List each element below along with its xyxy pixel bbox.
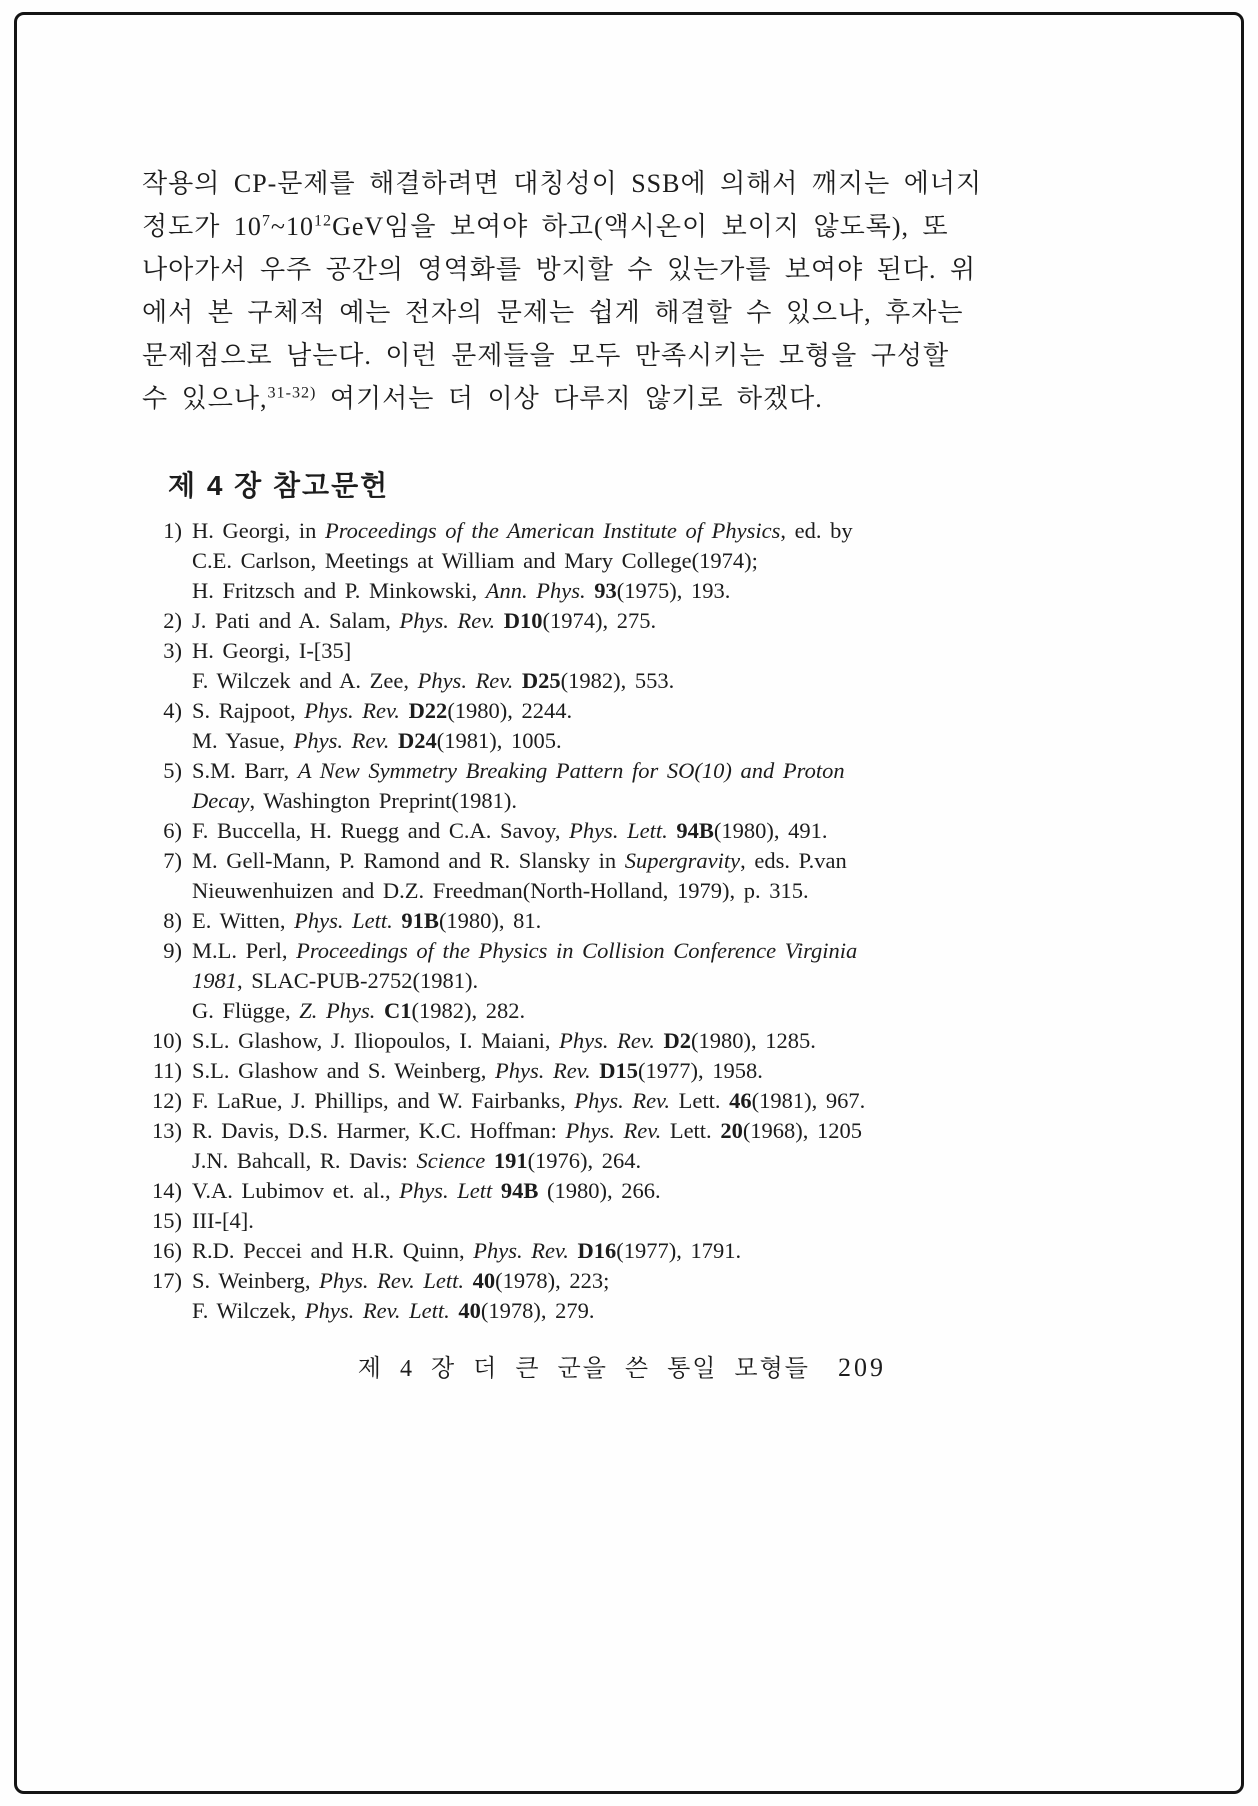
text-line [142,205,949,248]
text-segment: F. Wilczek, [192,1298,305,1323]
text-line [192,546,914,576]
text-segment: S.M. Barr, [192,758,298,783]
text-segment: (1982), 282. [411,998,526,1023]
reference-text [192,606,914,636]
text-segment: H. Fritzsch and P. Minkowski, [192,578,486,603]
text-segment: F. Buccella, H. Ruegg and C.A. Savoy, [192,818,570,843]
text-segment: (1981), 1005. [436,728,562,753]
reference-text [192,846,914,906]
text-segment: Phys. Rev. [304,698,400,723]
reference-text [192,696,914,756]
references-heading: 제 4 장 참고문헌 [168,470,390,501]
body-paragraph [142,162,983,420]
reference-item [142,846,914,906]
text-segment: 91B [401,908,439,933]
text-segment: , ed. by [780,518,853,543]
text-segment [569,1238,578,1263]
reference-number: 8) [163,908,182,933]
reference-item [142,1086,914,1116]
reference-number: 10) [152,1028,182,1053]
text-segment: Ann. Phys. [485,578,586,603]
reference-number: 12) [152,1088,182,1113]
text-segment: H. Georgi, in [192,518,325,543]
text-segment: Phys. Rev. Lett. [304,1298,450,1323]
text-segment: (1975), 193. [616,578,731,603]
text-segment: 여기서는 더 이상 다루지 않기로 하겠다. [316,384,823,413]
reference-text [192,936,914,1026]
text-segment: V.A. Lubimov et. al., [192,1178,400,1203]
reference-number: 1) [163,518,182,543]
reference-item [142,606,914,636]
text-segment: S.L. Glashow, J. Iliopoulos, I. Maiani, [192,1028,560,1053]
text-segment: 20 [720,1118,743,1143]
reference-item [142,1116,914,1176]
text-segment: M.L. Perl, [192,938,297,963]
reference-item [142,1236,914,1266]
text-segment: , SLAC-PUB-2752(1981). [237,968,479,993]
text-segment: (1981), 967. [751,1088,866,1113]
reference-text [192,1236,914,1266]
text-segment: D24 [397,728,437,753]
reference-item [142,906,914,936]
reference-number: 3) [163,638,182,663]
text-segment: 93 [594,578,617,603]
text-line [192,1296,914,1326]
reference-item [142,1056,914,1086]
text-line [192,666,914,696]
text-segment: Decay [192,788,250,813]
text-segment [492,1178,501,1203]
text-segment: (1980), 1285. [690,1028,816,1053]
text-line [192,1056,914,1086]
text-segment: 94B [500,1178,539,1203]
page-number: 209 [838,1353,886,1382]
reference-item [142,636,914,696]
footer-running-title: 제 4 장 더 큰 군을 쓴 통일 모형들 [357,1356,810,1382]
text-segment [464,1268,473,1293]
text-line [192,816,914,846]
reference-item [142,1266,914,1326]
reference-number: 11) [152,1058,182,1083]
text-segment: (1976), 264. [527,1148,642,1173]
text-line [142,162,983,205]
text-segment: S. Rajpoot, [192,698,305,723]
reference-text [192,1026,914,1056]
reference-number: 4) [163,698,182,723]
text-segment: 에서 본 구체적 예는 전자의 문제는 쉽게 해결할 수 있으나, 후자는 [142,298,964,327]
text-segment: 수 있으나, [142,384,268,413]
text-line [142,291,964,334]
reference-item [142,816,914,846]
reference-item [142,1206,914,1236]
text-segment: F. LaRue, J. Phillips, and W. Fairbanks, [192,1088,575,1113]
text-line [192,1236,914,1266]
text-line [192,636,914,666]
reference-item [142,756,914,816]
reference-number: 2) [163,608,182,633]
text-line [192,876,914,906]
text-segment: (1980), 2244. [447,698,573,723]
text-segment: 문제점으로 남는다. 이런 문제들을 모두 만족시키는 모형을 구성할 [142,341,950,370]
reference-number: 9) [163,938,182,963]
reference-text [192,1116,914,1176]
text-line [142,248,977,291]
text-segment [375,998,384,1023]
text-segment: J.N. Bahcall, R. Davis: [192,1148,417,1173]
text-line [142,377,914,420]
text-segment: Phys. Lett [399,1178,493,1203]
text-line [192,906,914,936]
text-segment: (1980), 266. [538,1178,661,1203]
reference-number: 14) [152,1178,182,1203]
text-segment: C.E. Carlson, Meetings at William and Mary College(1974); [192,548,758,573]
reference-number: 6) [163,818,182,843]
text-segment: 46 [729,1088,752,1113]
text-line [192,1116,914,1146]
text-segment [400,698,409,723]
text-segment: Lett. [661,1118,721,1143]
text-segment: (1977), 1958. [638,1058,763,1083]
text-line [142,334,950,377]
text-segment: ~10 [270,212,314,241]
text-line [192,846,914,876]
text-segment: F. Wilczek and A. Zee, [192,668,418,693]
reference-text [192,636,914,696]
text-segment: D2 [663,1028,691,1053]
text-segment: C1 [384,998,412,1023]
text-segment: G. Flügge, [192,998,300,1023]
text-line [192,726,914,756]
reference-text [192,756,914,816]
text-segment: (1978), 279. [480,1298,595,1323]
reference-text [192,906,914,936]
text-segment: 나아가서 우주 공간의 영역화를 방지할 수 있는가를 보여야 된다. 위 [142,255,977,284]
text-segment: S.L. Glashow and S. Weinberg, [192,1058,495,1083]
text-line [192,576,914,606]
text-segment: S. Weinberg, [192,1268,320,1293]
text-line [192,516,914,546]
reference-number: 7) [163,848,182,873]
text-segment [485,1148,494,1173]
text-segment: Phys. Rev. [574,1088,671,1113]
text-segment: 191 [493,1148,528,1173]
text-segment: 1981 [192,968,237,993]
text-segment: (1974), 275. [542,608,657,633]
text-segment: 40 [472,1268,496,1293]
text-line [192,756,914,786]
text-line [192,1206,914,1236]
text-segment: Phys. Rev. [473,1238,569,1263]
reference-text [192,816,914,846]
text-line [192,1086,914,1116]
text-segment [513,668,522,693]
text-line [192,1146,914,1176]
text-segment: D15 [599,1058,639,1083]
page-footer [142,1348,914,1383]
text-line [192,1026,914,1056]
text-segment [495,608,504,633]
text-segment: 정도가 10 [142,212,262,241]
reference-number: 16) [152,1238,182,1263]
reference-number: 13) [152,1118,182,1143]
text-segment: Phys. Rev. [293,728,390,753]
text-segment: M. Yasue, [192,728,294,753]
text-line [192,1266,914,1296]
text-segment: Supergravity [624,848,741,873]
text-segment: 31-32) [267,384,317,402]
text-line [192,966,914,996]
text-segment: Phys. Lett. [294,908,393,933]
text-segment: Phys. Rev. Lett. [319,1268,465,1293]
text-segment: Z. Phys. [299,998,376,1023]
reference-item [142,936,914,1026]
text-segment: Proceedings of the Physics in Collision Conference Virginia [296,938,858,963]
text-line [192,786,914,816]
page-content [142,162,983,1383]
text-segment: E. Witten, [192,908,295,933]
reference-text [192,1176,914,1206]
text-segment: , eds. P.van [740,848,847,873]
text-segment: D25 [521,668,561,693]
text-segment [586,578,595,603]
text-line [192,1176,914,1206]
reference-number: 5) [163,758,182,783]
text-segment: Phys. Rev. [565,1118,662,1143]
text-segment: J. Pati and A. Salam, [192,608,400,633]
reference-text [192,1206,914,1236]
text-segment: Phys. Rev. [417,668,514,693]
text-segment: 40 [458,1298,481,1323]
text-segment: H. Georgi, I-[35] [192,638,352,663]
text-segment: Science [416,1148,486,1173]
text-segment: 작용의 CP-문제를 해결하려면 대칭성이 SSB에 의해서 깨지는 에너지 [142,169,983,198]
reference-list [142,516,914,1326]
text-segment: GeV임을 보여야 하고(액시온이 보이지 않도록), 또 [332,212,949,241]
reference-item [142,696,914,756]
text-segment [591,1058,600,1083]
text-line [192,936,914,966]
text-line [192,606,914,636]
reference-item [142,1026,914,1056]
text-segment: Phys. Lett. [569,818,668,843]
text-segment [389,728,398,753]
reference-text [192,516,914,606]
text-segment: D16 [577,1238,617,1263]
text-segment: (1968), 1205 [742,1118,863,1143]
text-segment: Phys. Rev. [559,1028,655,1053]
text-segment: Phys. Rev. [494,1058,591,1083]
reference-item [142,516,914,606]
text-segment: A New Symmetry Breaking Pattern for SO(10) and Proton [297,758,845,783]
text-segment: 7 [261,212,271,230]
text-segment: Proceedings of the American Institute of Physics [324,518,781,543]
reference-number: 15) [152,1208,182,1233]
text-segment: D10 [503,608,543,633]
text-segment: R.D. Peccei and H.R. Quinn, [192,1238,474,1263]
text-segment: , Washington Preprint(1981). [249,788,517,813]
text-segment: (1982), 553. [560,668,675,693]
text-segment: Phys. Rev. [399,608,496,633]
text-segment: R. Davis, D.S. Harmer, K.C. Hoffman: [192,1118,566,1143]
text-segment: III-[4]. [192,1208,254,1233]
text-line [192,996,914,1026]
text-segment: (1980), 81. [438,908,542,933]
reference-text [192,1266,914,1326]
text-segment: Nieuwenhuizen and D.Z. Freedman(North-Holland, 1979), p. 315. [192,878,809,903]
text-segment: D22 [408,698,448,723]
text-segment: (1978), 223; [495,1268,610,1293]
text-segment: 94B [676,818,714,843]
text-segment: (1980), 491. [713,818,828,843]
text-segment: Lett. [670,1088,730,1113]
text-line [192,696,914,726]
text-segment: 12 [314,212,333,230]
reference-item [142,1176,914,1206]
reference-number: 17) [152,1268,182,1293]
text-segment: M. Gell-Mann, P. Ramond and R. Slansky in [192,848,625,873]
text-segment: (1977), 1791. [616,1238,742,1263]
reference-text [192,1086,914,1116]
reference-text [192,1056,914,1086]
